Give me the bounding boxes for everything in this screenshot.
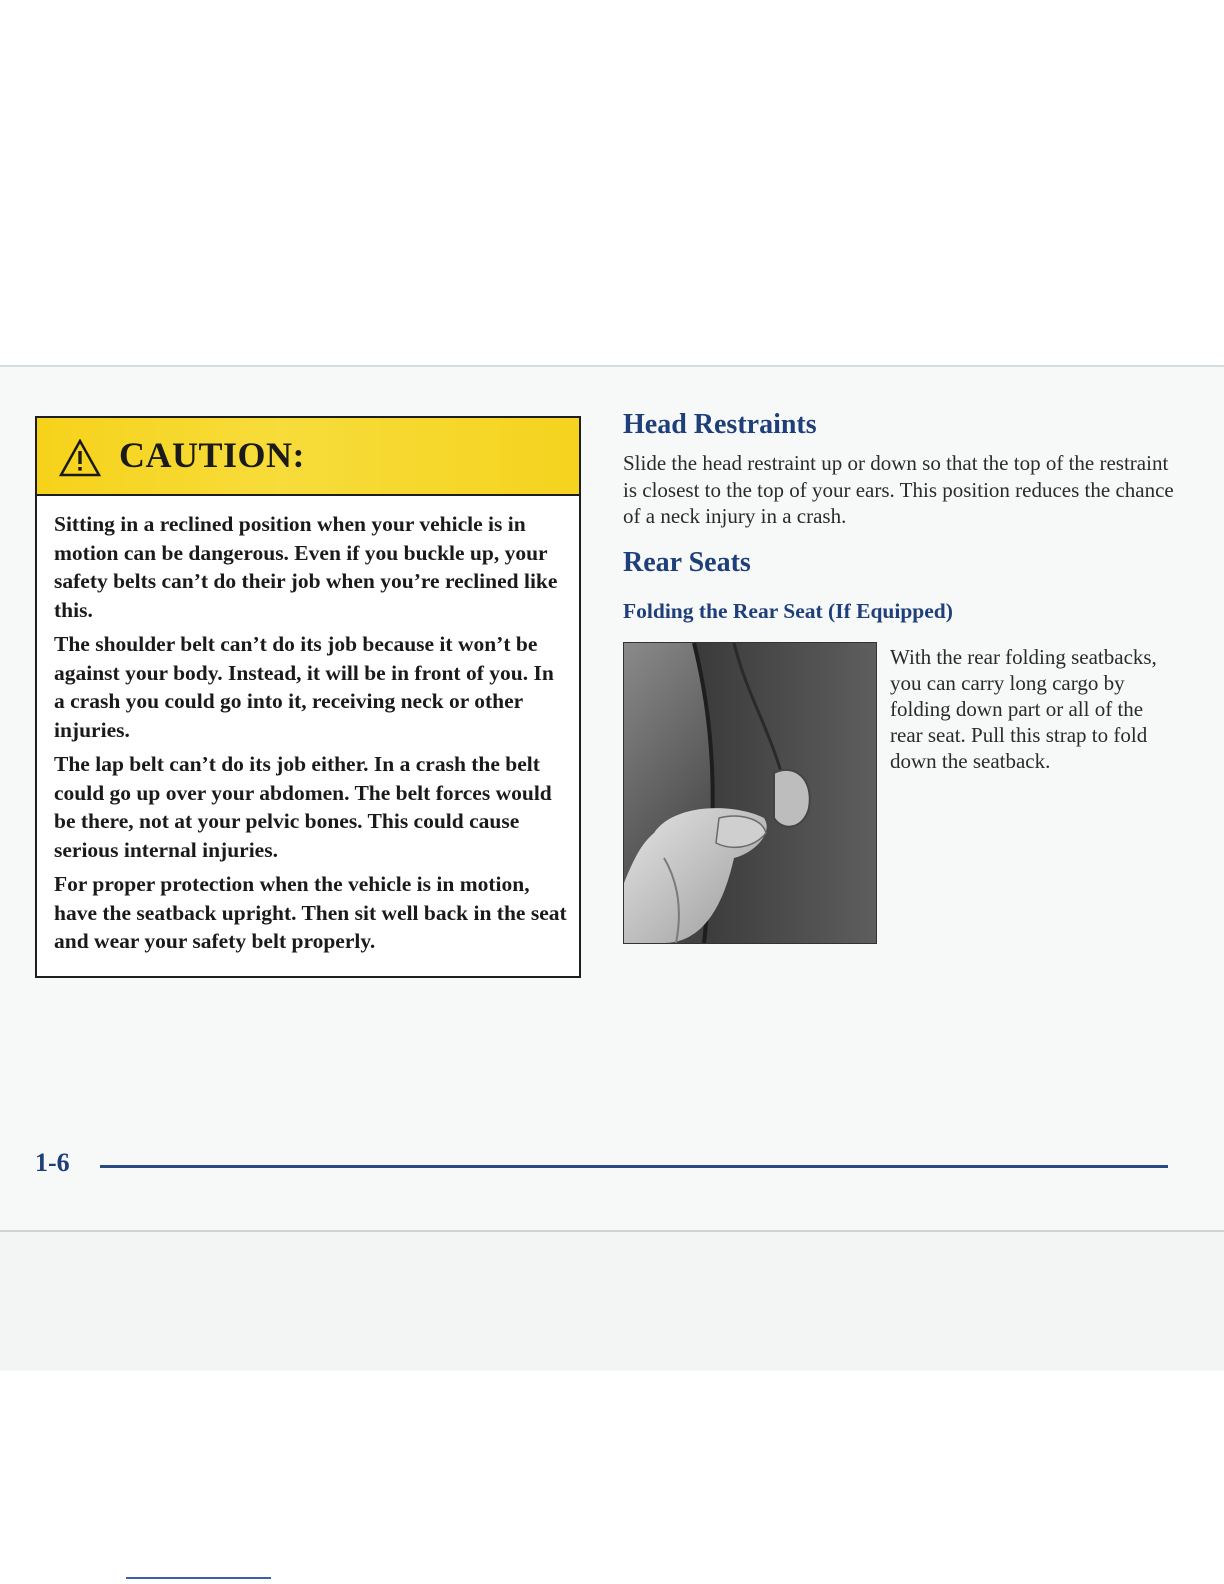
- rear-seats-heading: Rear Seats: [623, 546, 751, 578]
- caution-header: [37, 418, 579, 496]
- caution-paragraph: Sitting in a reclined position when your vehicle is in motion can be dangerous. Even if you buckle up, your safety belts can’t do their job when you’re reclined like this.: [54, 512, 558, 622]
- right-column: [623, 408, 1183, 952]
- caution-title: CAUTION:: [119, 435, 306, 475]
- folding-rear-seat-subheading: Folding the Rear Seat (If Equipped): [623, 598, 953, 623]
- folding-section: [623, 642, 1183, 952]
- caution-paragraph: The shoulder belt can’t do its job because it won’t be against your body. Instead, it will be in front of you. In a crash you could go into it, receiving neck or other injuries.: [54, 632, 554, 742]
- caution-box: [35, 416, 581, 978]
- top-edge-rule: [0, 365, 1224, 367]
- caution-paragraph: The lap belt can’t do its job either. In a crash the belt could go up over your abdomen. The belt forces would be there, not at your pelvic bones. This could cause serious internal injuries.: [54, 752, 552, 862]
- seat-strap-photo: [623, 642, 877, 944]
- caution-body: [54, 510, 568, 962]
- head-restraints-heading: Head Restraints: [623, 409, 817, 440]
- bottom-edge-rule: [0, 1230, 1224, 1232]
- warning-triangle-icon: [59, 439, 101, 477]
- head-restraints-text: Slide the head restraint up or down so that the top of the restraint is closest to the top of your ears. This position reduces the chance of a neck injury in a crash.: [623, 451, 1174, 528]
- footer-rule: [100, 1165, 1168, 1168]
- seat-strap-illustration: [624, 643, 876, 943]
- folding-rear-seat-text: With the rear folding seatbacks, you can carry long cargo by folding down part or all of the rear seat. Pull this strap to fold down the seatback.: [890, 644, 1157, 773]
- lower-background: [0, 1232, 1224, 1370]
- caution-paragraph: For proper protection when the vehicle is in motion, have the seatback upright. Then sit well back in the seat and wear your safety belt properly.: [54, 872, 567, 953]
- bottom-link-underline: [126, 1577, 271, 1579]
- page-number: 1-6: [35, 1148, 70, 1177]
